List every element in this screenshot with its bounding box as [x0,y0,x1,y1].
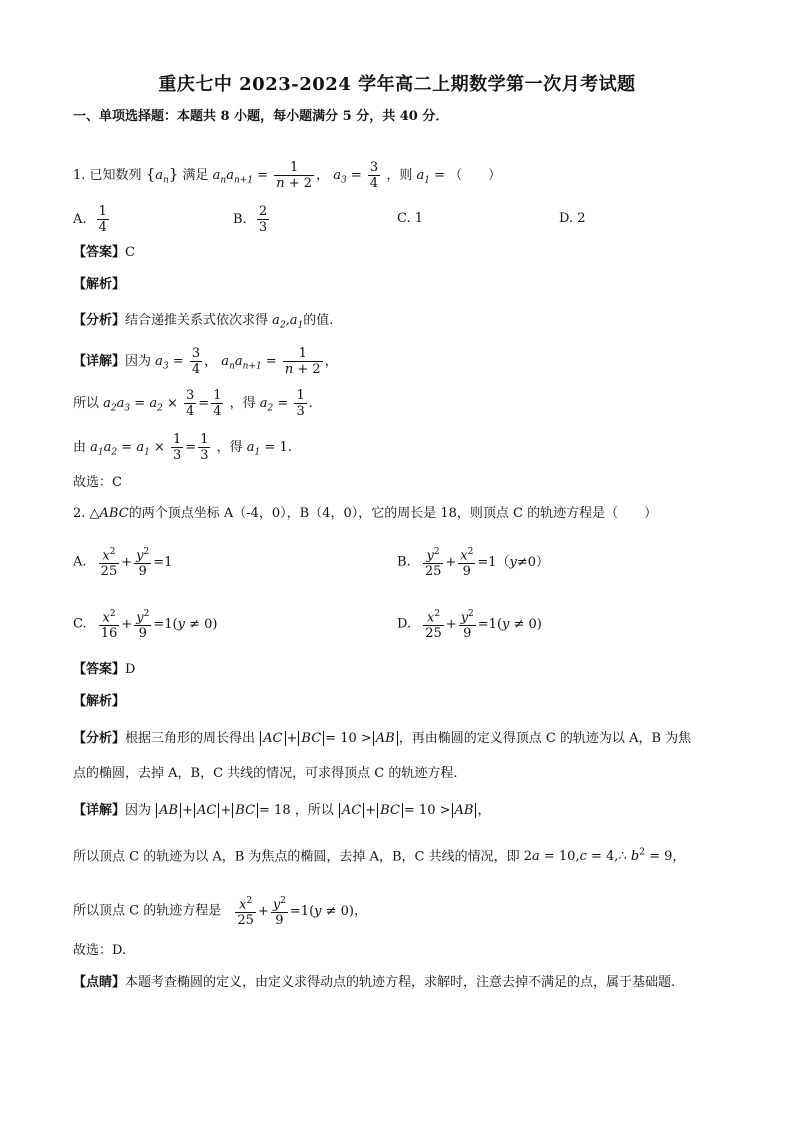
q2-answer: 【答案】D [73,662,136,677]
q2-xiangjie: 【详解】因为 AB + AC + BC = 18 ，所以 AC + BC = 10 > AB ， [73,803,491,818]
q2-fenxi-line2: 点的椭圆，去掉 A，B，C 共线的情况，可求得顶点 C 的轨迹方程. [73,766,458,781]
q2-step-3: 所以顶点 C 的轨迹方程是 $\frac{x^2}{25}$ + $\frac{y^2}{9}$ =1(y ≠ 0)， [73,896,368,929]
q2-dianjing: 【点睛】本题考查椭圆的定义，由定义求得动点的轨迹方程，求解时，注意去掉不满足的点，属于基础题. [73,975,676,990]
q1-conclusion: 故选：C [73,475,122,490]
q2-conclusion: 故选：D. [73,943,127,958]
q1-fenxi: 【分析】结合递推关系式依次求得 $a_2,a_1$的值. [73,313,334,331]
q1-answer: 【答案】C [73,245,135,260]
q1-sequence: $\{a_n\}$ [145,165,179,186]
q1-option-b: B. $\frac{2}{3}$ [233,204,268,235]
q2-option-a: A. $\frac{x^2}{25}$ + $\frac{y^2}{9}$ =1 [73,547,173,580]
q1-xiangjie: 【详解】因为 $a_3$ = $\frac{3}{4}$ ， $a_na_{n+1}$ = $\frac{1}{n + 2}$ ， [73,346,338,377]
q2-step-2: 所以顶点 C 的轨迹为以 A，B 为焦点的椭圆，去掉 A，B，C 共线的情况，即 2a = 10,c = 4,∴ $b^2 = 9$， [73,848,686,865]
question-1: 1. 已知数列 $\{a_n\}$ 满足 $a_na_{n+1}$ = $\frac{1}{n + 2}$ ， $a_3$ = $\frac{3}{4}$ ，则 $a_1$ = （ ） [73,160,502,191]
q1-a3: $a_3$ = $\frac{3}{4}$ [333,160,379,191]
q1-text-b: 满足 [182,168,209,183]
question-2: 2. △ABC的两个顶点坐标 A（-4，0），B（4，0），它的周长是 18，则顶点 C 的轨迹方程是（ ） [73,506,658,521]
q1-text-d: （ ） [449,168,502,183]
q2-analysis-tag: 【解析】 [73,694,126,709]
q2-option-b: B. $\frac{y^2}{25}$ + $\frac{x^2}{9}$ =1（y≠0） [397,547,550,580]
q1-text-c: ，则 [386,168,413,183]
q2-option-d: D. $\frac{x^2}{25}$ + $\frac{y^2}{9}$ =1(y ≠ 0) [397,609,542,642]
q1-analysis-tag: 【解析】 [73,277,126,292]
q1-step-3: 由 $a_1a_2 = a_1$ × $\frac{1}{3}$ = $\frac{1}{3}$ ，得 $a_1 = 1$. [73,432,292,463]
q1-a1: $a_1$ = [416,168,446,186]
q1-step-2: 所以 $a_2a_3 = a_2$ × $\frac{3}{4}$ = $\frac{1}{4}$ ，得 $a_2$ = $\frac{1}{3}$ . [73,388,313,419]
section-heading: 一、单项选择题：本题共 8 小题，每小题满分 5 分，共 40 分． [73,109,449,124]
page-title: 重庆七中 2023-2024 学年高二上期数学第一次月考试题 [158,74,636,95]
q2-fenxi-line1: 【分析】根据三角形的周长得出 AC + BC = 10 > AB ，再由椭圆的定义得顶点 C 的轨迹为以 A，B 为焦 [73,731,692,746]
q1-number: 1. [73,168,86,183]
q1-option-c: C. 1 [397,211,424,226]
q1-recurrence: $a_na_{n+1}$ = $\frac{1}{n + 2}$ [212,160,313,191]
q1-option-d: D. 2 [559,211,586,226]
q1-text-a: 已知数列 [89,168,142,183]
q2-option-c: C. $\frac{x^2}{16}$ + $\frac{y^2}{9}$ =1(y ≠ 0) [73,609,218,642]
q1-option-a: A. $\frac{1}{4}$ [73,204,107,235]
